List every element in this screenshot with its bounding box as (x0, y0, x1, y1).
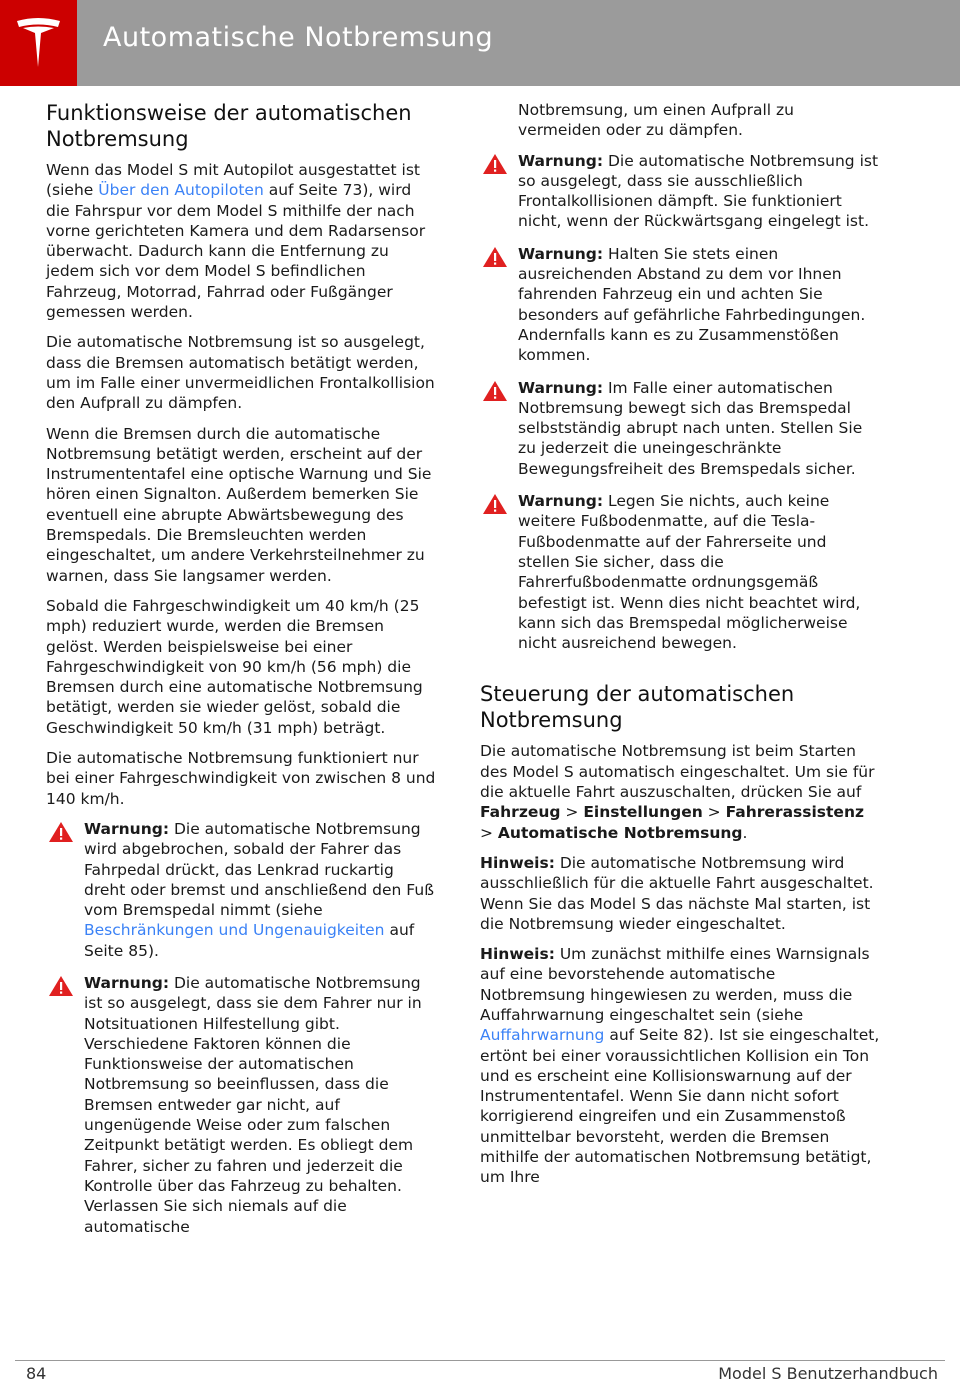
warning-label: Warnung: (518, 492, 604, 511)
warning-box: Warnung: Legen Sie nichts, auch keine weitere Fußbodenmatte, auf die Tesla-Fußbodenmatte auf der Fahrerseite und stellen Sie sicher, dass die Fahrerfußbodenmatte ordnungsgemäß befestigt ist. Wenn dies nicht beachtet wird, kann sich das Bremspedal möglicherweise nicht ausreichend bewegen. (480, 491, 880, 653)
note: Hinweis: Um zunächst mithilfe eines Warnsignals auf eine bevorstehende automatische Notbremsung hingewiesen zu werden, muss die Auffahrwarnung eingeschaltet sein (siehe Auffahrwarnung auf Seite 82). Ist sie eingeschaltet, ertönt bei einer voraussichtlichen Kollision ein Ton und es erscheint eine Kollisionswarnung auf der Instrumententafel. Wenn Sie dann nicht sofort korrigierend eingreifen und ein Zusammenstoß unmittelbar bevorsteht, werden die Bremsen mithilfe der automatischen Notbremsung betätigt, um Ihre (480, 945, 880, 1187)
tesla-logo-icon (15, 17, 62, 69)
link-limitations[interactable]: Beschränkungen und Ungenauigkeiten (84, 921, 385, 940)
page-number: 84 (26, 1364, 47, 1383)
warning-box: Warnung: Im Falle einer automatischen Notbremsung bewegt sich das Bremspedal selbstständig abrupt nach unten. Stellen Sie zu jederzeit die uneingeschränkte Bewegungsfreiheit des Bremspedals sicher. (480, 378, 880, 479)
warning-label: Warnung: (518, 244, 604, 263)
left-column (46, 100, 438, 1249)
paragraph: Wenn die Bremsen durch die automatische Notbremsung betätigt werden, erscheint auf der Instrumententafel eine optische Warnung und Sie hören einen Signalton. Außerdem bemerken Sie eventuell eine abrupte Abwärtsbewegung des Bremspedals. Die Bremsleuchten werden eingeschaltet, um andere Verkehrsteilnehmer zu warnen, dass Sie langsamer werden. (46, 424, 432, 585)
section-heading: Steuerung der automatischen Notbremsung (480, 682, 795, 733)
link-autopilot[interactable]: Über den Autopiloten (98, 181, 264, 200)
warning-label: Warnung: (84, 973, 170, 992)
warning-label: Warnung: (84, 819, 170, 838)
paragraph: Die automatische Notbremsung funktioniert nur bei einer Fahrgeschwindigkeit von zwischen 8 und 140 km/h. (46, 749, 436, 808)
warning-box: Warnung: Die automatische Notbremsung ist so ausgelegt, dass sie dem Fahrer nur in Notsituationen Hilfestellung gibt. Verschiedene Faktoren können die Funktionsweise der automatischen Notbremsung so beeinflussen, dass die Bremsen entweder gar nicht, auf ungenügende Weise oder zum falschen Zeitpunkt betätigt werden. Es obliegt dem Fahrer, sicher zu fahren und jederzeit die Kontrolle über das Fahrzeug zu behalten. Verlassen Sie sich niemals auf die automatische (46, 973, 438, 1237)
note-label: Hinweis: (480, 853, 555, 872)
warning-icon (482, 493, 508, 515)
paragraph: Wenn das Model S mit Autopilot ausgestattet ist (siehe Über den Autopiloten auf Seite 73), wird die Fahrspur vor dem Model S mithilfe der nach vorne gerichteten Kamera und dem Radarsensor überwacht. Dadurch kann die Entfernung zu jedem sich vor dem Model S befindlichen Fahrzeug, Motorrad, Fahrrad oder Fußgänger gemessen werden. (46, 161, 426, 322)
page-header (0, 0, 960, 86)
warning-box: Warnung: Halten Sie stets einen ausreichenden Abstand zu dem vor Ihnen fahrenden Fahrzeug ein und achten Sie besonders auf gefährliche Fahrbedingungen. Andernfalls kann es zu Zusammenstößen kommen. (480, 244, 880, 366)
footer-divider (15, 1360, 945, 1361)
warning-icon (482, 380, 508, 402)
manual-title: Model S Benutzerhandbuch (718, 1364, 938, 1383)
warning-icon (482, 246, 508, 268)
warning-continuation: Notbremsung, um einen Aufprall zu vermeiden oder zu dämpfen. (518, 101, 794, 140)
warning-label: Warnung: (518, 151, 604, 170)
paragraph: Die automatische Notbremsung ist beim Starten des Model S automatisch eingeschaltet. Um sie für die aktuelle Fahrt auszuschalten, drücken Sie auf Fahrzeug > Einstellungen > Fahrerassistenz > Automatische Notbremsung. (480, 742, 875, 842)
section-title: Automatische Notbremsung (103, 22, 494, 53)
warning-icon (482, 153, 508, 175)
warning-label: Warnung: (518, 378, 604, 397)
warning-icon (48, 821, 74, 843)
warning-box: Warnung: Die automatische Notbremsung ist so ausgelegt, dass sie ausschließlich Frontalkollisionen dämpft. Sie funktioniert nicht, wenn der Rückwärtsgang eingelegt ist. (480, 151, 880, 232)
warning-box: Warnung: Die automatische Notbremsung wird abgebrochen, sobald der Fahrer das Fahrpedal drückt, das Lenkrad ruckartig dreht oder bremst und anschließend den Fuß vom Bremspedal nimmt (siehe Beschränkungen und Ungenauigkeiten auf Seite 85). (46, 819, 438, 961)
section-heading: Funktionsweise der automatischen Notbremsung (46, 101, 412, 151)
paragraph: Sobald die Fahrgeschwindigkeit um 40 km/h (25 mph) reduziert wurde, werden die Bremsen gelöst. Werden beispielsweise bei einer Fahrgeschwindigkeit von 90 km/h (56 mph) die Bremsen durch eine automatische Notbremsung betätigt, werden sie wieder gelöst, sobald die Geschwindigkeit 50 km/h (31 mph) beträgt. (46, 596, 423, 737)
note-label: Hinweis: (480, 945, 555, 964)
link-collision-warning[interactable]: Auffahrwarnung (480, 1026, 605, 1045)
note: Hinweis: Die automatische Notbremsung wird ausschließlich für die aktuelle Fahrt ausgeschaltet. Wenn Sie das Model S das nächste Mal starten, ist die Notbremsung wieder eingeschaltet. (480, 853, 874, 933)
right-column (480, 100, 880, 1198)
tesla-logo (0, 0, 77, 86)
paragraph: Die automatische Notbremsung ist so ausgelegt, dass die Bremsen automatisch betätigt werden, um im Falle einer unvermeidlichen Frontalkollision den Aufprall zu dämpfen. (46, 333, 435, 413)
warning-icon (48, 975, 74, 997)
